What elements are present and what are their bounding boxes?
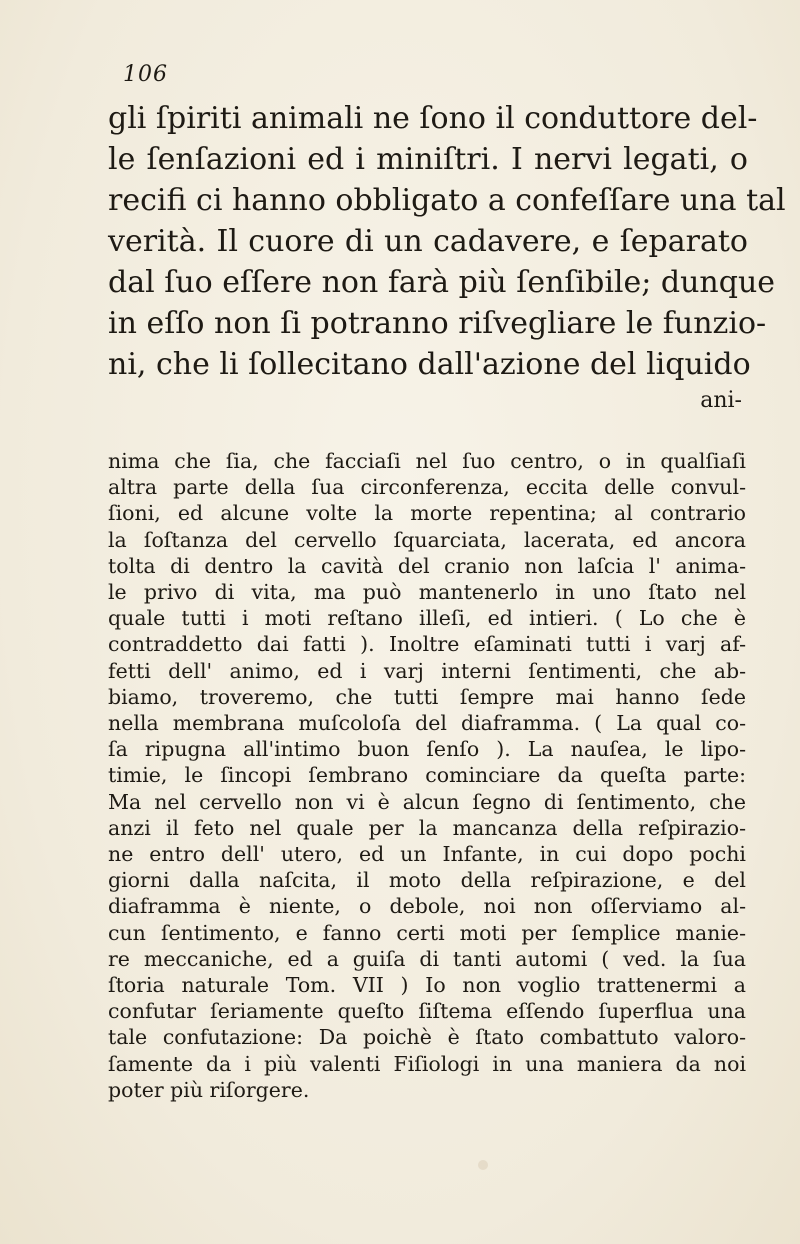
note-text-line: ſamente da i più valenti Fiſiologi in una maniera da noi <box>108 1051 746 1076</box>
main-text-block <box>108 98 786 385</box>
note-text-line: nima che ſia, che facciaſi nel ſuo centro, o in qualſiaſi <box>108 449 746 473</box>
note-text-line: ſioni, ed alcune volte la morte repentina; al contrario <box>108 501 746 526</box>
main-text-line: in eſſo non ſi potranno riſvegliare le funzio- <box>108 306 767 341</box>
note-text-line: fetti dell' animo, ed i varj interni ſentimenti, che ab- <box>108 658 746 683</box>
note-text-line: ſtoria naturale Tom. VII ) Io non voglio trattenermi a <box>108 973 746 998</box>
note-text-line: timie, le ſincopi ſembrano cominciare da queſta parte: <box>108 763 746 788</box>
note-text-line: diaframma è niente, o debole, noi non oſſerviamo al- <box>108 894 746 919</box>
note-text-line: cun ſentimento, e fanno certi moti per ſemplice manie- <box>108 920 746 945</box>
note-text-line: poter più riſorgere. <box>108 1077 310 1102</box>
main-text-line: ni, che li ſollecitano dall'azione del liquido <box>108 347 751 382</box>
note-text-line: le privo di vita, ma può mantenerlo in uno ſtato nel <box>108 580 746 605</box>
main-text-line: dal ſuo eſſere non farà più ſenſibile; dunque <box>108 265 776 300</box>
note-text-line: ſa ripugna all'intimo buon ſenſo ). La nauſea, le lipo- <box>108 737 746 762</box>
main-text-line: gli ſpiriti animali ne ſono il conduttore del- <box>108 101 758 136</box>
note-text-line: Ma nel cervello non vi è alcun ſegno di ſentimento, che <box>108 789 746 814</box>
note-text-line: tolta di dentro la cavità del cranio non laſcia l' anima- <box>108 553 746 578</box>
note-text-line: contraddetto dai fatti ). Inoltre eſaminati tutti i varj af- <box>108 632 746 657</box>
note-text-line: nella membrana muſcoloſa del diaframma. ( La qual co- <box>108 711 746 736</box>
note-text-line: confutar ſeriamente queſto ſiſtema eſſendo ſuperflua una <box>108 999 746 1024</box>
paper-stain <box>478 1160 488 1170</box>
note-text-line: biamo, troveremo, che tutti ſempre mai hanno ſede <box>108 684 746 709</box>
main-text-line: verità. Il cuore di un cadavere, e ſeparato <box>108 224 748 259</box>
catchword: ani- <box>700 388 742 413</box>
note-text-block <box>108 448 746 1103</box>
note-text-line: ne entro dell' utero, ed un Infante, in cui dopo pochi <box>108 842 746 867</box>
note-text-line: re meccaniche, ed a guiſa di tanti automi ( ved. la ſua <box>108 946 746 971</box>
note-text-line: giorni dalla naſcita, il moto della reſpirazione, e del <box>108 868 746 893</box>
page-number: 106 <box>123 62 168 87</box>
note-text-line: tale confutazione: Da poichè è ſtato combattuto valoro- <box>108 1025 746 1050</box>
note-text-line: altra parte della ſua circonferenza, eccita delle convul- <box>108 475 746 500</box>
main-text-line: recifi ci hanno obbligato a confeſſare una tal <box>108 183 786 218</box>
note-text-line: quale tutti i moti reſtano illeſi, ed intieri. ( Lo che è <box>108 606 746 631</box>
main-text-line: le ſenſazioni ed i miniſtri. I nervi legati, o <box>108 142 748 177</box>
note-text-line: la ſoſtanza del cervello ſquarciata, lacerata, ed ancora <box>108 527 746 552</box>
note-text-line: anzi il feto nel quale per la mancanza della reſpirazio- <box>108 815 746 840</box>
